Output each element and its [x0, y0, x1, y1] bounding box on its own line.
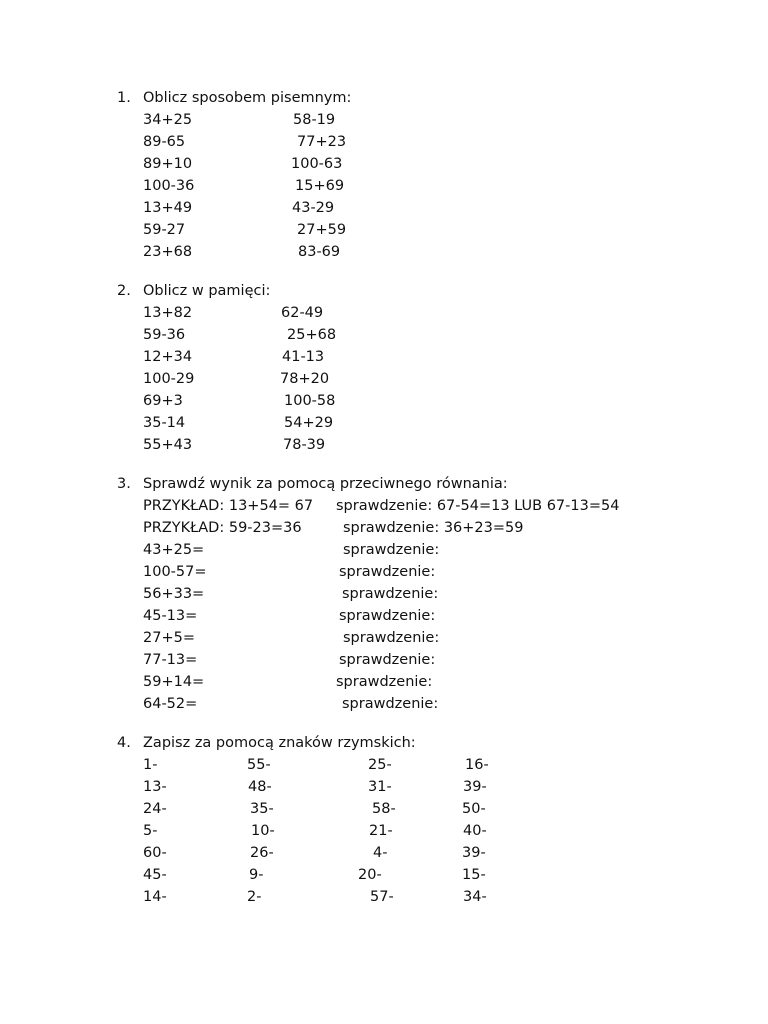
exercise-item: 100-58 [284, 393, 336, 409]
roman-item: 55- [247, 757, 271, 773]
check-label: sprawdzenie: [343, 630, 440, 646]
exercise-item: 89+10 [143, 156, 193, 172]
roman-item: 40- [463, 823, 487, 839]
exercise-item: 69+3 [143, 393, 183, 409]
roman-item: 2- [247, 889, 262, 905]
roman-item: 39- [463, 779, 487, 795]
exercise-item: 55+43 [143, 437, 193, 453]
roman-item: 50- [462, 801, 486, 817]
exercise-item: 13+49 [143, 200, 193, 216]
exercise-item: 62-49 [281, 305, 324, 321]
roman-item: 10- [251, 823, 275, 839]
example-check: sprawdzenie: 36+23=59 [343, 520, 524, 536]
roman-item: 60- [143, 845, 167, 861]
section-2-title: Oblicz w pamięci: [143, 283, 271, 299]
section-1-title: Oblicz sposobem pisemnym: [143, 90, 352, 106]
roman-item: 45- [143, 867, 167, 883]
exercise-item: 27+59 [297, 222, 347, 238]
check-label: sprawdzenie: [343, 542, 440, 558]
exercise-item: 54+29 [284, 415, 334, 431]
check-label: sprawdzenie: [336, 674, 433, 690]
roman-item: 4- [373, 845, 388, 861]
roman-item: 16- [465, 757, 489, 773]
exercise-item: 77-13= [143, 652, 198, 668]
exercise-item: 43+25= [143, 542, 205, 558]
roman-item: 1- [143, 757, 158, 773]
roman-item: 48- [248, 779, 272, 795]
exercise-item: 59+14= [143, 674, 205, 690]
exercise-item: 58-19 [293, 112, 336, 128]
exercise-item: 15+69 [295, 178, 345, 194]
example-equation: PRZYKŁAD: 59-23=36 [143, 520, 302, 536]
roman-item: 13- [143, 779, 167, 795]
exercise-item: 45-13= [143, 608, 198, 624]
check-label: sprawdzenie: [342, 696, 439, 712]
roman-item: 58- [372, 801, 396, 817]
section-1-number: 1. [117, 90, 131, 106]
roman-item: 31- [368, 779, 392, 795]
exercise-item: 83-69 [298, 244, 341, 260]
section-4-number: 4. [117, 735, 131, 751]
roman-item: 35- [250, 801, 274, 817]
example-check: sprawdzenie: 67-54=13 LUB 67-13=54 [336, 498, 620, 514]
roman-item: 39- [462, 845, 486, 861]
roman-item: 5- [143, 823, 158, 839]
roman-item: 21- [369, 823, 393, 839]
check-label: sprawdzenie: [339, 608, 436, 624]
exercise-item: 78+20 [280, 371, 330, 387]
exercise-item: 100-29 [143, 371, 195, 387]
exercise-item: 41-13 [282, 349, 325, 365]
exercise-item: 78-39 [283, 437, 326, 453]
exercise-item: 27+5= [143, 630, 195, 646]
roman-item: 34- [463, 889, 487, 905]
roman-item: 25- [368, 757, 392, 773]
exercise-item: 77+23 [297, 134, 347, 150]
exercise-item: 89-65 [143, 134, 186, 150]
exercise-item: 13+82 [143, 305, 193, 321]
roman-item: 26- [250, 845, 274, 861]
exercise-item: 100-57= [143, 564, 207, 580]
exercise-item: 23+68 [143, 244, 193, 260]
check-label: sprawdzenie: [339, 564, 436, 580]
exercise-item: 64-52= [143, 696, 198, 712]
check-label: sprawdzenie: [339, 652, 436, 668]
exercise-item: 100-63 [291, 156, 343, 172]
exercise-item: 59-27 [143, 222, 186, 238]
exercise-item: 25+68 [287, 327, 337, 343]
roman-item: 24- [143, 801, 167, 817]
roman-item: 15- [462, 867, 486, 883]
exercise-item: 43-29 [292, 200, 335, 216]
section-3-number: 3. [117, 476, 131, 492]
roman-item: 20- [358, 867, 382, 883]
exercise-item: 100-36 [143, 178, 195, 194]
section-3-title: Sprawdź wynik za pomocą przeciwnego równania: [143, 476, 508, 492]
roman-item: 57- [370, 889, 394, 905]
exercise-item: 35-14 [143, 415, 186, 431]
example-equation: PRZYKŁAD: 13+54= 67 [143, 498, 314, 514]
exercise-item: 34+25 [143, 112, 193, 128]
check-label: sprawdzenie: [342, 586, 439, 602]
section-2-number: 2. [117, 283, 131, 299]
roman-item: 14- [143, 889, 167, 905]
section-4-title: Zapisz za pomocą znaków rzymskich: [143, 735, 416, 751]
exercise-item: 59-36 [143, 327, 186, 343]
exercise-item: 12+34 [143, 349, 193, 365]
exercise-item: 56+33= [143, 586, 205, 602]
roman-item: 9- [249, 867, 264, 883]
